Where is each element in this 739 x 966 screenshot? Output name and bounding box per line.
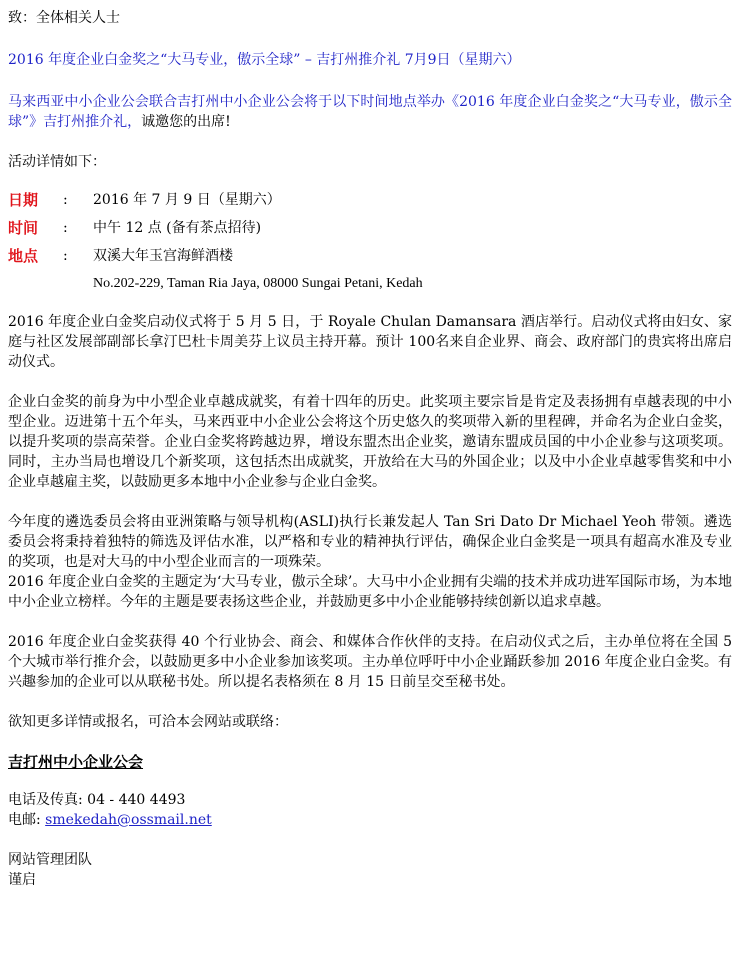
place-label: 地点: [8, 247, 39, 265]
detail-row-date: [8, 190, 731, 218]
date-colon: :: [63, 192, 68, 208]
signoff-close: 谨启: [8, 872, 36, 888]
invite-org-text: 马来西亚中小企业公会联合吉打州中小企业公会将于以下时间地点举办《2016 年度企业白金奖之“大马专业，傲示全球”》吉打州推介礼，: [8, 94, 732, 130]
invite-paragraph: [8, 92, 732, 132]
details-intro: 活动详情如下：: [8, 154, 106, 170]
detail-row-place: [8, 246, 731, 274]
contact-intro: 欲知更多详情或报名，可洽本会网站或联络：: [8, 714, 288, 730]
place-value: 双溪大年玉宫海鲜酒楼: [93, 248, 233, 264]
time-label: 时间: [8, 219, 39, 237]
signoff-team: 网站管理团队: [8, 852, 92, 868]
date-label: 日期: [8, 191, 39, 209]
email-line: [8, 810, 731, 830]
place-address: No.202-229, Taman Ria Jaya, 08000 Sungai Petani, Kedah: [93, 276, 423, 291]
phone-label: 电话及传真:: [8, 792, 83, 808]
detail-row-time: [8, 218, 731, 246]
greeting: 致：全体相关人士: [8, 10, 120, 26]
email-link[interactable]: smekedah@ossmail.net: [45, 812, 212, 828]
event-details: [8, 190, 731, 302]
phone-line: [8, 790, 731, 810]
paragraph-committee: 今年度的遴选委员会将由亚洲策略与领导机构(ASLI)执行长兼发起人 Tan Sri Dato Dr Michael Yeoh 带领。遴选委员会将秉持着独特的筛选及评估水准，以严格和专业的精神执行评估，确保企业白金奖是一项具有超高水准及专业的奖项，也是对大马的中小型企业而言的一项殊荣。: [8, 514, 732, 570]
paragraph-theme: 2016 年度企业白金奖的主题定为‘大马专业，傲示全球’。大马中小企业拥有尖端的技术并成功进军国际市场，为本地中小企业立榜样。今年的主题是要表扬这些企业，并鼓励更多中小企业能够持续创新以追求卓越。: [8, 574, 732, 610]
detail-row-address: [8, 274, 731, 302]
phone-value: 04 - 440 4493: [87, 792, 186, 808]
email-label: 电邮:: [8, 812, 41, 828]
org-name: 吉打州中小企业公会: [8, 753, 144, 771]
headline: 2016 年度企业白金奖之“大马专业，傲示全球” – 吉打州推介礼 7月9日（星期六）: [8, 52, 521, 68]
invite-tail: 诚邀您的出席!: [141, 114, 231, 130]
paragraph-launch: 2016 年度企业白金奖启动仪式将于 5 月 5 日，于 Royale Chulan Damansara 酒店举行。启动仪式将由妇女、家庭与社区发展部副部长拿汀巴杜卡周美芬上议员主持开幕。预计 100名来自企业界、商会、政府部门的贵宾将出席启动仪式。: [8, 314, 732, 370]
date-value: 2016 年 7 月 9 日（星期六）: [93, 192, 281, 208]
paragraph-support: 2016 年度企业白金奖获得 40 个行业协会、商会、和媒体合作伙伴的支持。在启动仪式之后，主办单位将在全国 5 个大城市举行推介会，以鼓励更多中小企业参加该奖项。主办单位呼吁中小企业踊跃参加 2016 年度企业白金奖。有兴趣参加的企业可以从联秘书处。所以提名表格须在 8 月 15 日前呈交至秘书处。: [8, 634, 732, 690]
place-colon: :: [63, 248, 68, 264]
time-value: 中午 12 点 (备有茶点招待): [93, 220, 262, 236]
paragraph-history: 企业白金奖的前身为中小型企业卓越成就奖，有着十四年的历史。此奖项主要宗旨是肯定及表扬拥有卓越表现的中小型企业。迈进第十五个年头，马来西亚中小企业公会将这个历史悠久的奖项带入新的里程碑，并命名为企业白金奖，以提升奖项的崇高荣誉。企业白金奖将跨越边界，增设东盟杰出企业奖，邀请东盟成员国的中小企业参与这项奖项。同时，主办当局也增设几个新奖项，这包括杰出成就奖，开放给在大马的外国企业；以及中小企业卓越零售奖和中小企业卓越雇主奖，以鼓励更多本地中小企业参与企业白金奖。: [8, 394, 732, 490]
time-colon: :: [63, 220, 68, 236]
